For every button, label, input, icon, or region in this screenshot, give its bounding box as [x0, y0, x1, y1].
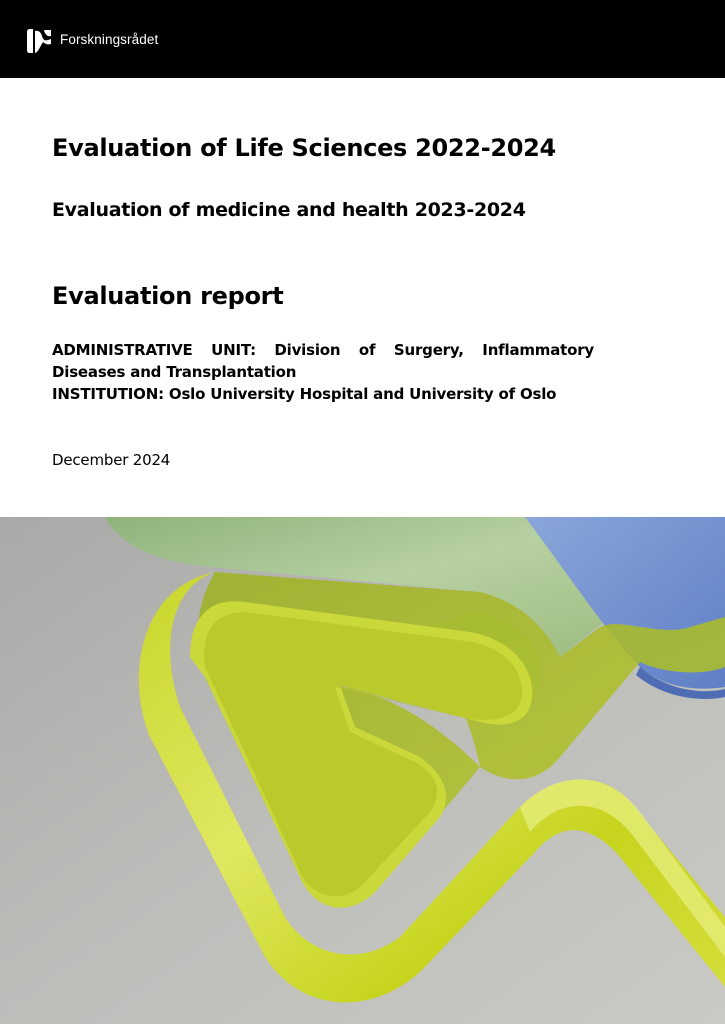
unit-info-block [52, 339, 594, 405]
abstract-ribbon-illustration [0, 517, 725, 1024]
header-bar [0, 0, 725, 78]
page-title: Evaluation of Life Sciences 2022-2024 [52, 134, 556, 162]
page-subtitle: Evaluation of medicine and health 2023-2024 [52, 199, 526, 221]
administrative-unit-line2: Diseases and Transplantation [52, 363, 297, 381]
institution-line: INSTITUTION: Oslo University Hospital and University of Oslo [52, 385, 557, 403]
administrative-unit-line1: ADMINISTRATIVE UNIT: Division of Surgery, Inflammatory [52, 341, 594, 359]
report-date: December 2024 [52, 451, 171, 469]
forskningsradet-logo-icon [26, 28, 52, 54]
report-type-heading: Evaluation report [52, 282, 284, 310]
brand-name: Forskningsrådet [60, 32, 159, 47]
